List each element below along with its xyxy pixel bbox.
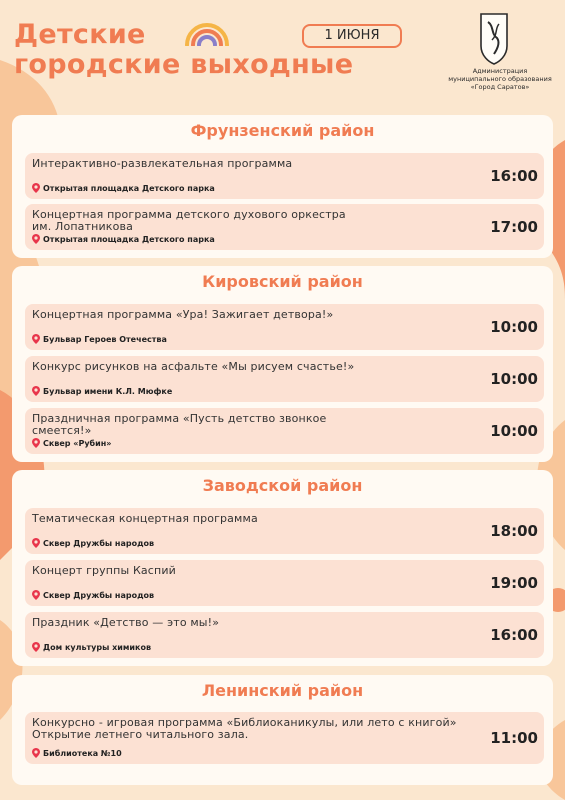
location-pin-icon bbox=[32, 590, 40, 600]
section-kirovsky bbox=[12, 266, 553, 462]
location-pin-icon bbox=[32, 748, 40, 758]
event-title: Тематическая концертная программа bbox=[32, 512, 258, 525]
event-place: Открытая площадка Детского парка bbox=[32, 234, 215, 244]
city-emblem-icon bbox=[479, 12, 509, 66]
section-zavodskoy bbox=[12, 470, 553, 666]
event-item bbox=[25, 356, 544, 402]
section-title: Заводской район bbox=[202, 476, 363, 495]
section-title: Ленинский район bbox=[201, 681, 364, 700]
event-place: Сквер Дружбы народов bbox=[32, 590, 154, 600]
header bbox=[0, 0, 565, 110]
event-time: 18:00 bbox=[490, 522, 538, 540]
location-pin-icon bbox=[32, 386, 40, 396]
title-line-1: Детские bbox=[14, 19, 146, 50]
section-leninsky bbox=[12, 675, 553, 785]
event-item bbox=[25, 712, 544, 764]
event-title: Концертная программа детского духового оркестра им. Лопатникова bbox=[32, 208, 346, 233]
event-item bbox=[25, 304, 544, 350]
event-time: 16:00 bbox=[490, 167, 538, 185]
event-title: Концерт группы Каспий bbox=[32, 564, 176, 577]
event-title: Праздничная программа «Пусть детство звонкое смеется!» bbox=[32, 412, 327, 437]
event-time: 10:00 bbox=[490, 370, 538, 388]
event-place: Бульвар Героев Отечества bbox=[32, 334, 167, 344]
location-pin-icon bbox=[32, 438, 40, 448]
event-title: Праздник «Детство — это мы!» bbox=[32, 616, 220, 629]
location-pin-icon bbox=[32, 183, 40, 193]
section-frunzensky bbox=[12, 115, 553, 258]
event-item bbox=[25, 612, 544, 658]
event-title: Концертная программа «Ура! Зажигает детвора!» bbox=[32, 308, 334, 321]
event-time: 16:00 bbox=[490, 626, 538, 644]
location-pin-icon bbox=[32, 334, 40, 344]
location-pin-icon bbox=[32, 538, 40, 548]
section-title: Кировский район bbox=[202, 272, 363, 291]
event-item bbox=[25, 408, 544, 454]
event-time: 19:00 bbox=[490, 574, 538, 592]
event-place: Открытая площадка Детского парка bbox=[32, 183, 215, 193]
event-title: Конкурсно - игровая программа «Библиоканикулы, или лето с книгой» Открытие летнего читального зала. bbox=[32, 716, 457, 741]
event-place: Сквер «Рубин» bbox=[32, 438, 111, 448]
event-time: 10:00 bbox=[490, 318, 538, 336]
event-time: 10:00 bbox=[490, 422, 538, 440]
section-title: Фрунзенский район bbox=[190, 121, 375, 140]
location-pin-icon bbox=[32, 234, 40, 244]
event-place: Сквер Дружбы народов bbox=[32, 538, 154, 548]
event-item bbox=[25, 560, 544, 606]
event-item bbox=[25, 508, 544, 554]
location-pin-icon bbox=[32, 642, 40, 652]
date-badge: 1 ИЮНЯ bbox=[302, 24, 402, 48]
event-place: Дом культуры химиков bbox=[32, 642, 151, 652]
event-place: Бульвар имени К.Л. Мюфке bbox=[32, 386, 172, 396]
event-title: Интерактивно-развлекательная программа bbox=[32, 157, 293, 170]
event-place: Библиотека №10 bbox=[32, 748, 122, 758]
title-line-2: городские выходные bbox=[14, 49, 354, 80]
event-item bbox=[25, 204, 544, 250]
event-time: 17:00 bbox=[490, 218, 538, 236]
admin-label: Администрация муниципального образования «Город Саратов» bbox=[448, 67, 552, 91]
event-time: 11:00 bbox=[490, 729, 538, 747]
event-title: Конкурс рисунков на асфальте «Мы рисуем счастье!» bbox=[32, 360, 355, 373]
event-item bbox=[25, 153, 544, 199]
rainbow-icon bbox=[184, 20, 230, 46]
